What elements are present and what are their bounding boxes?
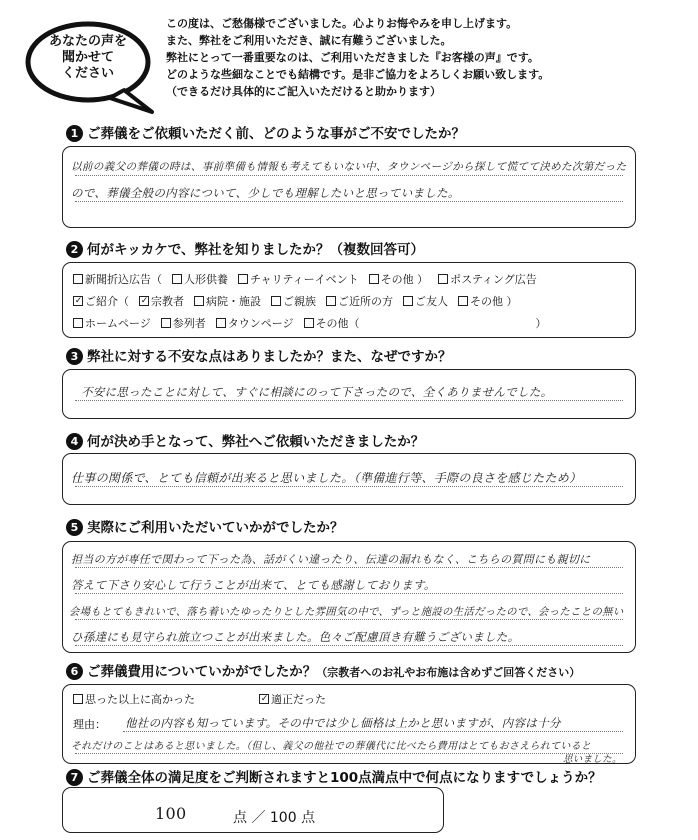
satisfaction-score[interactable]: 100 — [155, 804, 187, 823]
source-option[interactable] — [216, 316, 294, 331]
source-option-label: ご紹介（ — [85, 295, 129, 308]
source-option[interactable] — [271, 294, 316, 309]
answer-6-tail: 思いました。 — [563, 754, 622, 765]
source-option-label: その他 ） — [380, 273, 429, 286]
checkbox-icon[interactable] — [194, 296, 204, 306]
source-option-label: ご友人 — [415, 295, 448, 308]
source-option[interactable] — [326, 294, 393, 309]
answer-5-line-2: 答えて下さり安心して行うことが出来て、とても感謝しております。 — [71, 578, 436, 592]
voice-speech-bubble — [24, 16, 152, 108]
checkbox-icon[interactable] — [73, 318, 83, 328]
question-number: 1 — [66, 125, 83, 142]
source-option[interactable] — [139, 294, 184, 309]
checkbox-icon[interactable] — [139, 296, 149, 306]
checkbox-icon[interactable] — [216, 318, 226, 328]
question-number: 3 — [66, 348, 83, 365]
answer-1-line-2: ので、葬儀全般の内容について、少しでも理解したいと思っていました。 — [71, 186, 460, 200]
intro-text: この度は、ご愁傷様でございました。心よりお悔やみを申し上げます。 また、弊社をご利用いただき、誠に有難うございました。 弊社にとって一番重要なのは、ご利用いただきました『お客様の声』です。 どのような些細なことでも結構です。是非ご協力をよろしくお願い致します。 （できるだけ具体的にご記入いただけると助かります） — [166, 17, 550, 98]
question-5-heading: 5 実際にご利用いただいていかがでしたか？ — [66, 519, 344, 537]
source-option[interactable] — [73, 272, 162, 287]
source-option[interactable] — [403, 294, 448, 309]
checkbox-icon[interactable] — [271, 296, 281, 306]
source-options-row-3 — [73, 316, 557, 331]
checkbox-icon[interactable] — [172, 274, 182, 284]
answer-5-line-3: 会場もとてもきれいで、落ち着いたゆったりとした雰囲気の中で、ずっと施設の生活だったので、会ったことの無い — [69, 606, 624, 618]
checkbox-icon[interactable] — [73, 274, 83, 284]
question-7-heading: 7 ご葬儀全体の満足度をご判断されますと100点満点中で何点になりますでしょうか？ — [66, 769, 602, 787]
answer-6-line-2[interactable]: それだけのことはあると思いました。（但し、義父の他社での葬儀代に比べたら費用はとてもおさえられていると — [71, 741, 592, 752]
answer-1-line-1: 以前の義父の葬儀の時は、事前準備も情報も考えてもいない中、タウンページから探して慌てて決めた次第だった — [71, 161, 627, 173]
answer-box-7 — [62, 787, 444, 833]
answer-6-line-1[interactable]: 他社の内容も知っています。その中では少し価格は上かと思いますが、内容は十分 — [125, 716, 561, 730]
source-option[interactable] — [304, 316, 547, 331]
checkbox-icon[interactable] — [73, 296, 83, 306]
source-option-label: ポスティング広告 — [450, 273, 537, 286]
checkbox-icon[interactable] — [458, 296, 468, 306]
source-option-label: 参列者 — [172, 317, 206, 330]
source-option-label: チャリティーイベント — [250, 273, 359, 286]
question-number: 4 — [66, 433, 83, 450]
source-option-label: 新聞折込広告（ — [85, 273, 162, 286]
question-6-heading: 6 ご葬儀費用についていかがでしたか？（宗教者へのお礼やお布施は含めずご回答ください） — [66, 663, 580, 682]
reason-label: 理由： — [73, 718, 106, 731]
question-number: 7 — [66, 769, 83, 786]
source-option[interactable] — [458, 294, 518, 309]
answer-box-3[interactable] — [62, 369, 636, 419]
checkbox-icon[interactable] — [438, 274, 448, 284]
answer-box-5[interactable] — [62, 541, 636, 653]
source-option-label: ご近所の方 — [338, 295, 393, 308]
source-option[interactable] — [369, 272, 429, 287]
source-option[interactable] — [194, 294, 261, 309]
answer-5-line-1: 担当の方が専任で関わって下った為、話がくい違ったり、伝達の漏れもなく、こちらの質問にも親切に — [71, 553, 591, 566]
question-number: 2 — [66, 241, 83, 258]
answer-box-1[interactable] — [62, 146, 636, 228]
answer-3-line-1: 不安に思ったことに対して、すぐに相談にのって下さったので、全くありませんでした。 — [81, 385, 553, 399]
source-option[interactable] — [238, 272, 359, 287]
checkbox-icon[interactable] — [238, 274, 248, 284]
answer-box-6 — [62, 684, 636, 764]
answer-box-4[interactable] — [62, 453, 636, 505]
answer-5-line-4: ひ孫達にも見守られ旅立つことが出来ました。色々ご配慮頂き有難うございました。 — [71, 630, 520, 644]
question-1-heading: 1 ご葬儀をご依頼いただく前、どのような事がご不安でしたか？ — [66, 125, 465, 143]
source-option-label: 病院・施設 — [206, 295, 261, 308]
checkbox-icon[interactable] — [326, 296, 336, 306]
source-option[interactable] — [172, 272, 228, 287]
source-option[interactable] — [73, 294, 129, 309]
question-2-heading: 2 何がキッカケで、弊社を知りましたか？（複数回答可） — [66, 241, 424, 259]
checkbox-icon[interactable] — [403, 296, 413, 306]
source-option-label: ご親族 — [283, 295, 316, 308]
checkbox-icon[interactable] — [304, 318, 314, 328]
source-option-label: ホームページ — [85, 317, 151, 330]
source-option[interactable] — [438, 272, 537, 287]
bubble-text: あなたの声を 聞かせて ください — [48, 34, 127, 81]
checkbox-icon[interactable] — [259, 694, 269, 704]
question-number: 6 — [66, 663, 83, 680]
cost-option-fair[interactable]: ✓ 適正だった — [259, 692, 326, 707]
source-option-label: 人形供養 — [184, 273, 228, 286]
source-option[interactable] — [73, 316, 151, 331]
question-4-heading: 4 何が決め手となって、弊社へご依頼いただきましたか？ — [66, 433, 424, 451]
cost-option-high[interactable]: 思った以上に高かった — [73, 692, 195, 707]
source-option[interactable] — [161, 316, 206, 331]
checkbox-icon[interactable] — [161, 318, 171, 328]
source-options-row-2 — [73, 294, 528, 309]
source-option-label: タウンページ — [227, 317, 294, 330]
source-option-label: その他（ ） — [315, 317, 547, 330]
checkbox-icon[interactable] — [369, 274, 379, 284]
score-suffix: 点 ／ 100 点 — [233, 810, 316, 826]
checkbox-icon[interactable] — [73, 694, 83, 704]
question-3-heading: 3 弊社に対する不安な点はありましたか？また、なぜですか？ — [66, 348, 452, 366]
question-number: 5 — [66, 519, 83, 536]
source-option-label: 宗教者 — [151, 295, 184, 308]
source-option-label: その他 ） — [470, 295, 518, 308]
question-6-note: （宗教者へのお礼やお布施は含めずご回答ください） — [316, 666, 581, 679]
answer-4-line-1: 仕事の関係で、とても信頼が出来ると思いました。（準備進行等、手際の良さを感じたため） — [71, 471, 582, 485]
source-options-row-1 — [73, 272, 547, 287]
answer-box-2 — [62, 262, 636, 338]
